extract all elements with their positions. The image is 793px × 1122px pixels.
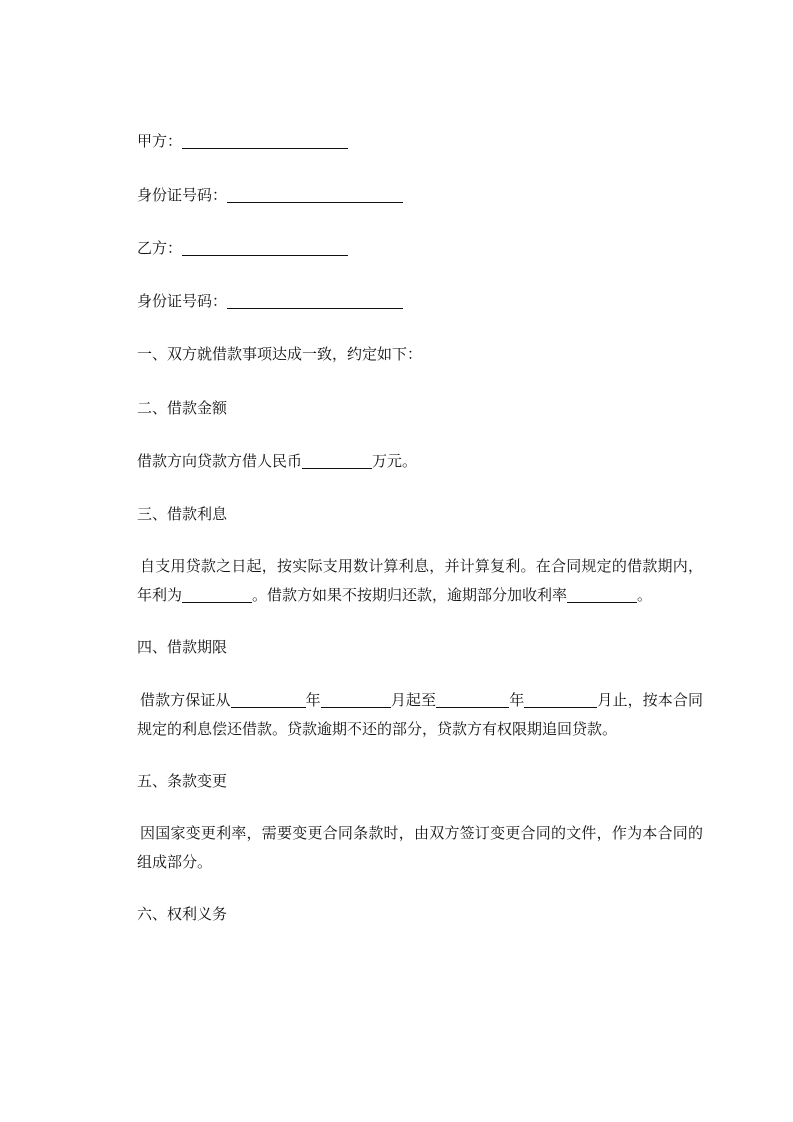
section4-text-part2: 月止，按本合同规定的利息偿还借款。贷款逾期不还的部分，贷款方有权限期追回贷款。 [137,691,703,738]
id-a-blank[interactable] [227,187,403,203]
section1-heading: 一、双方就借款事项达成一致，约定如下： [137,345,423,363]
overdue-rate-blank[interactable] [567,587,637,603]
end-month-blank[interactable] [524,692,597,708]
id-a-label: 身份证号码： [137,186,228,204]
section4-year2: 年 [509,691,525,709]
party-b-label: 乙方： [137,239,183,257]
section5-paragraph: 因国家变更利率，需要变更合同条款时，由双方签订变更合同的文件，作为本合同的组成部分。 [137,824,703,871]
party-a-line [137,131,348,151]
section3-text-part1: 自支用贷款之日起，按实际支用数计算利息，并计算复利。在合同规定的借款期内，年利为 [137,557,703,604]
party-b-line [137,238,348,258]
section5-heading: 五、条款变更 [137,772,228,790]
party-b-blank[interactable] [182,240,348,256]
section2-text [137,451,417,471]
section4-paragraph [137,686,703,744]
id-b-line [137,291,403,311]
section3-text-part3: 。 [637,586,653,604]
id-b-blank[interactable] [227,293,403,309]
start-month-blank[interactable] [321,692,391,708]
section3-paragraph [137,552,703,610]
section3-heading: 三、借款利息 [137,505,228,523]
start-year-blank[interactable] [231,692,306,708]
section2-heading: 二、借款金额 [137,399,228,417]
section6-heading: 六、权利义务 [137,905,228,923]
annual-rate-blank[interactable] [182,587,252,603]
section4-month1: 月起至 [390,691,437,709]
end-year-blank[interactable] [436,692,509,708]
section4-year1: 年 [305,691,321,709]
section2-text-after: 万元。 [372,452,418,470]
id-b-label: 身份证号码： [137,292,228,310]
section3-text-part2: 。借款方如果不按期归还款，逾期部分加收利率 [252,586,568,604]
id-a-line [137,185,403,205]
section2-text-before: 借款方向贷款方借人民币 [137,452,303,470]
party-a-label: 甲方： [137,132,183,150]
section4-heading: 四、借款期限 [137,638,228,656]
section4-text-part1: 借款方保证从 [140,691,231,709]
party-a-blank[interactable] [182,133,348,149]
loan-amount-blank[interactable] [302,453,372,469]
